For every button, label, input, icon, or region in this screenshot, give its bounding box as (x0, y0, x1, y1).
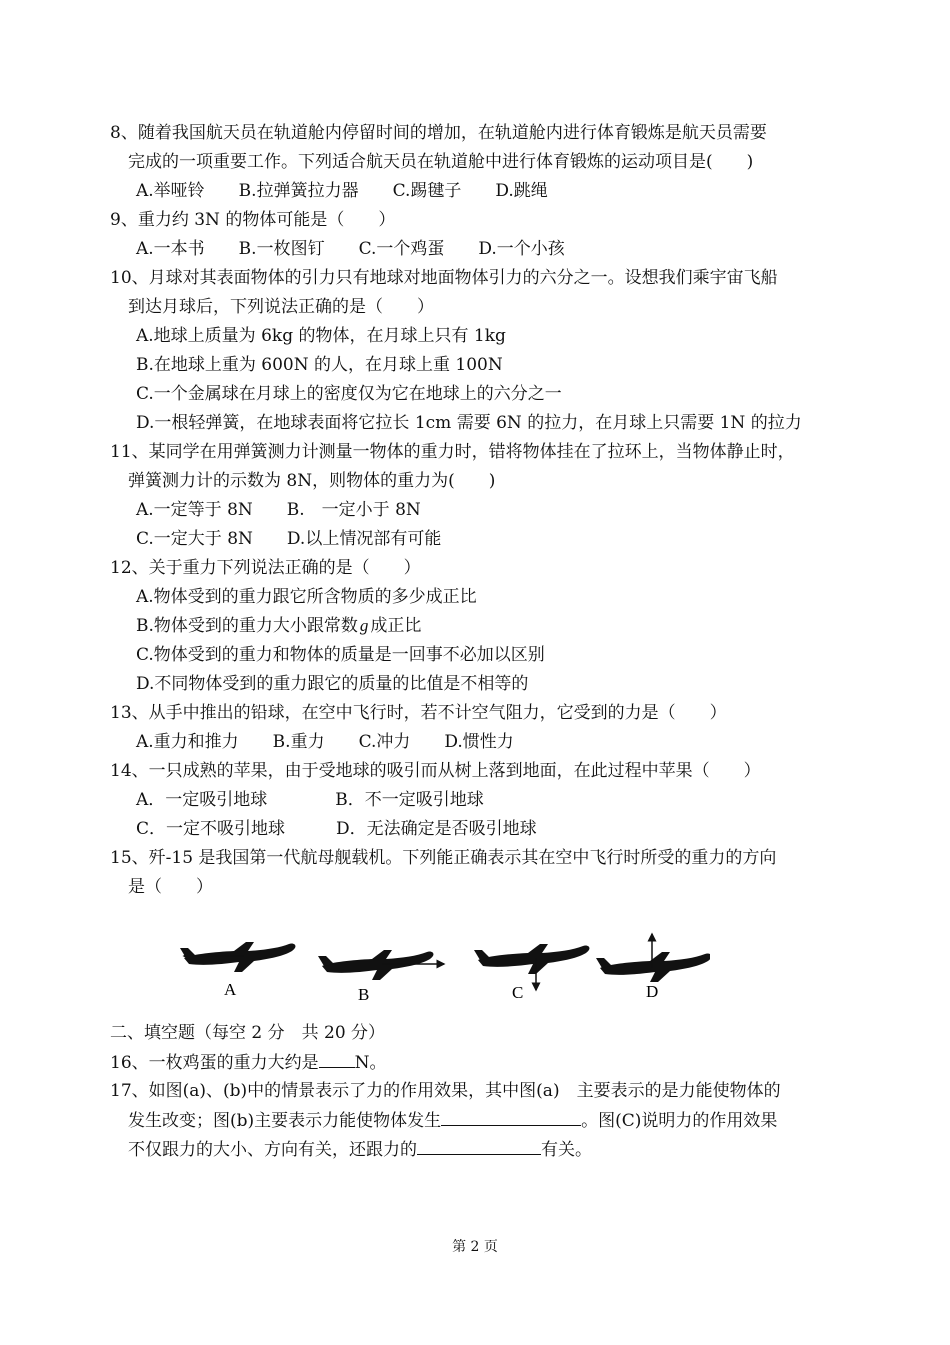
q8-line2: 完成的一项重要工作。下列适合航天员在轨道舱中进行体育锻炼的运动项目是( ) (128, 152, 754, 172)
q10-line2: 到达月球后，下列说法正确的是（ ） (128, 297, 434, 317)
q17-blank-1[interactable] (441, 1109, 581, 1126)
q11-line1: 11、某同学在用弹簧测力计测量一物体的重力时，错将物体挂在了拉环上，当物体静止时， (110, 442, 795, 462)
q8-line1: 8、随着我国航天员在轨道舱内停留时间的增加，在轨道舱内进行体育锻炼是航天员需要 (110, 123, 767, 143)
q10-option-a: A.地球上质量为 6kg 的物体，在月球上只有 1kg (136, 326, 506, 346)
aircraft-c (474, 944, 589, 990)
aircraft-figure (170, 924, 710, 1008)
q13-line1: 13、从手中推出的铅球，在空中飞行时，若不计空气阻力，它受到的力是（ ） (110, 703, 727, 723)
figure-label-a: A (224, 980, 237, 999)
q12-option-b-text: B.物体受到的重力大小跟常数 (136, 616, 358, 636)
q12-option-b (136, 615, 421, 637)
q14-options-cd: C．一定不吸引地球 D．无法确定是否吸引地球 (136, 819, 537, 839)
figure-label-c: C (512, 983, 524, 1002)
q16-line (110, 1051, 387, 1074)
g-symbol: g (359, 616, 369, 635)
q8-options: A.举哑铃 B.拉弹簧拉力器 C.踢毽子 D.跳绳 (136, 181, 548, 201)
section2-heading: 二、填空题（每空 2 分 共 20 分） (110, 1023, 386, 1043)
q11-options-ab: A.一定等于 8N B. 一定小于 8N (136, 500, 421, 520)
q12-option-b-suffix: 成正比 (370, 616, 422, 636)
q12-option-c: C.物体受到的重力和物体的质量是一回事不必加以区别 (136, 645, 545, 665)
q10-option-b: B.在地球上重为 600N 的人，在月球上重 100N (136, 355, 503, 375)
q10-option-c: C.一个金属球在月球上的密度仅为它在地球上的六分之一 (136, 384, 562, 404)
q12-line1: 12、关于重力下列说法正确的是（ ） (110, 558, 421, 578)
q17-line2-text: 发生改变；图(b)主要表示力能使物体发生 (128, 1111, 442, 1131)
q17-line2 (128, 1109, 777, 1132)
q15-line1: 15、歼-15 是我国第一代航母舰载机。下列能正确表示其在空中飞行时所受的重力的方向 (110, 848, 777, 868)
q11-line2: 弹簧测力计的示数为 8N，则物体的重力为( ) (128, 471, 496, 491)
q17-line3 (128, 1138, 592, 1161)
q17-line1: 17、如图(a)、(b)中的情景表示了力的作用效果，其中图(a) 主要表示的是力能使物体的 (110, 1081, 781, 1101)
q17-line2-suffix: 。图(C)说明力的作用效果 (581, 1111, 778, 1131)
page-number: 第 2 页 (452, 1239, 498, 1255)
q16-unit: N。 (354, 1053, 387, 1073)
figure-label-d: D (646, 982, 659, 1001)
aircraft-b (318, 950, 444, 980)
q9-line1: 9、重力约 3N 的物体可能是（ ） (110, 210, 396, 230)
q13-options: A.重力和推力 B.重力 C.冲力 D.惯性力 (136, 732, 514, 752)
q17-blank-2[interactable] (417, 1138, 541, 1155)
q16-blank[interactable] (319, 1051, 355, 1068)
q12-option-d: D.不同物体受到的重力跟它的质量的比值是不相等的 (136, 674, 529, 694)
q10-option-d: D.一根轻弹簧，在地球表面将它拉长 1cm 需要 6N 的拉力，在月球上只需要 1N 的拉力 (136, 413, 802, 433)
q11-options-cd: C.一定大于 8N D.以上情况部有可能 (136, 529, 442, 549)
aircraft-a (180, 942, 295, 972)
q15-line2: 是（ ） (128, 877, 213, 897)
q14-options-ab: A．一定吸引地球 B．不一定吸引地球 (136, 790, 484, 810)
q12-option-a: A.物体受到的重力跟它所含物质的多少成正比 (136, 587, 477, 607)
figure-label-b: B (358, 985, 370, 1004)
q10-line1: 10、月球对其表面物体的引力只有地球对地面物体引力的六分之一。设想我们乘宇宙飞船 (110, 268, 778, 288)
q16-text: 16、一枚鸡蛋的重力大约是 (110, 1053, 319, 1073)
q17-line3-text: 不仅跟力的大小、方向有关，还跟力的 (128, 1140, 417, 1160)
q17-line3-suffix: 有关。 (541, 1140, 592, 1160)
q9-options: A.一本书 B.一枚图钉 C.一个鸡蛋 D.一个小孩 (136, 239, 565, 259)
q14-line1: 14、一只成熟的苹果，由于受地球的吸引而从树上落到地面，在此过程中苹果（ ） (110, 761, 761, 781)
aircraft-d (596, 934, 710, 982)
